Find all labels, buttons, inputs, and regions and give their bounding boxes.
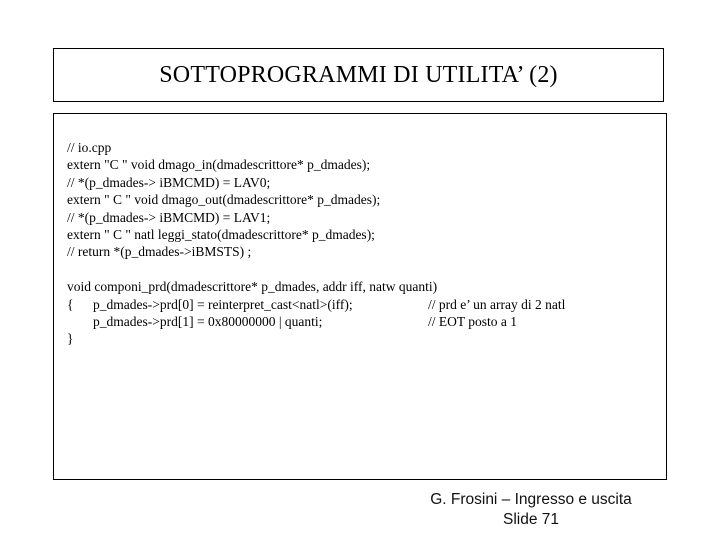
code-line: // *(p_dmades-> iBMCMD) = LAV0; [67,174,271,190]
code-line: // return *(p_dmades->iBMSTS) ; [67,244,252,260]
slide-title: SOTTOPROGRAMMI DI UTILITA’ (2) [159,61,558,88]
code-statement: p_dmades->prd[1] = 0x80000000 | quanti; [93,313,323,329]
open-brace: { [67,296,74,312]
slide-number: Slide 71 [502,510,559,528]
code-blank-line [67,261,437,278]
code-comment: // EOT posto a 1 [428,313,517,329]
code-line: // io.cpp [67,140,112,155]
code-line: extern " C " void dmago_out(dmadescrittore* p_dmades); [67,192,381,208]
footer-author: G. Frosini – Ingresso e uscita [430,491,632,508]
slide-footer [400,490,662,529]
code-line-stmt2 [67,313,517,330]
title-box [53,48,664,102]
code-line: extern " C " natl leggi_stato(dmadescrittore* p_dmades); [67,226,375,242]
code-line-signature: void componi_prd(dmadescrittore* p_dmades, addr iff, natw quanti) [67,279,438,295]
code-listing [67,139,566,348]
close-brace: } [67,331,74,347]
code-box [53,113,667,480]
code-line-stmt1 [67,296,566,313]
code-line: extern "C " void dmago_in(dmadescrittore* p_dmades); [67,157,371,173]
code-comment: // prd e’ un array di 2 natl [428,296,566,312]
code-statement: p_dmades->prd[0] = reinterpret_cast<natl>(iff); [93,296,353,312]
code-line: // *(p_dmades-> iBMCMD) = LAV1; [67,209,271,225]
